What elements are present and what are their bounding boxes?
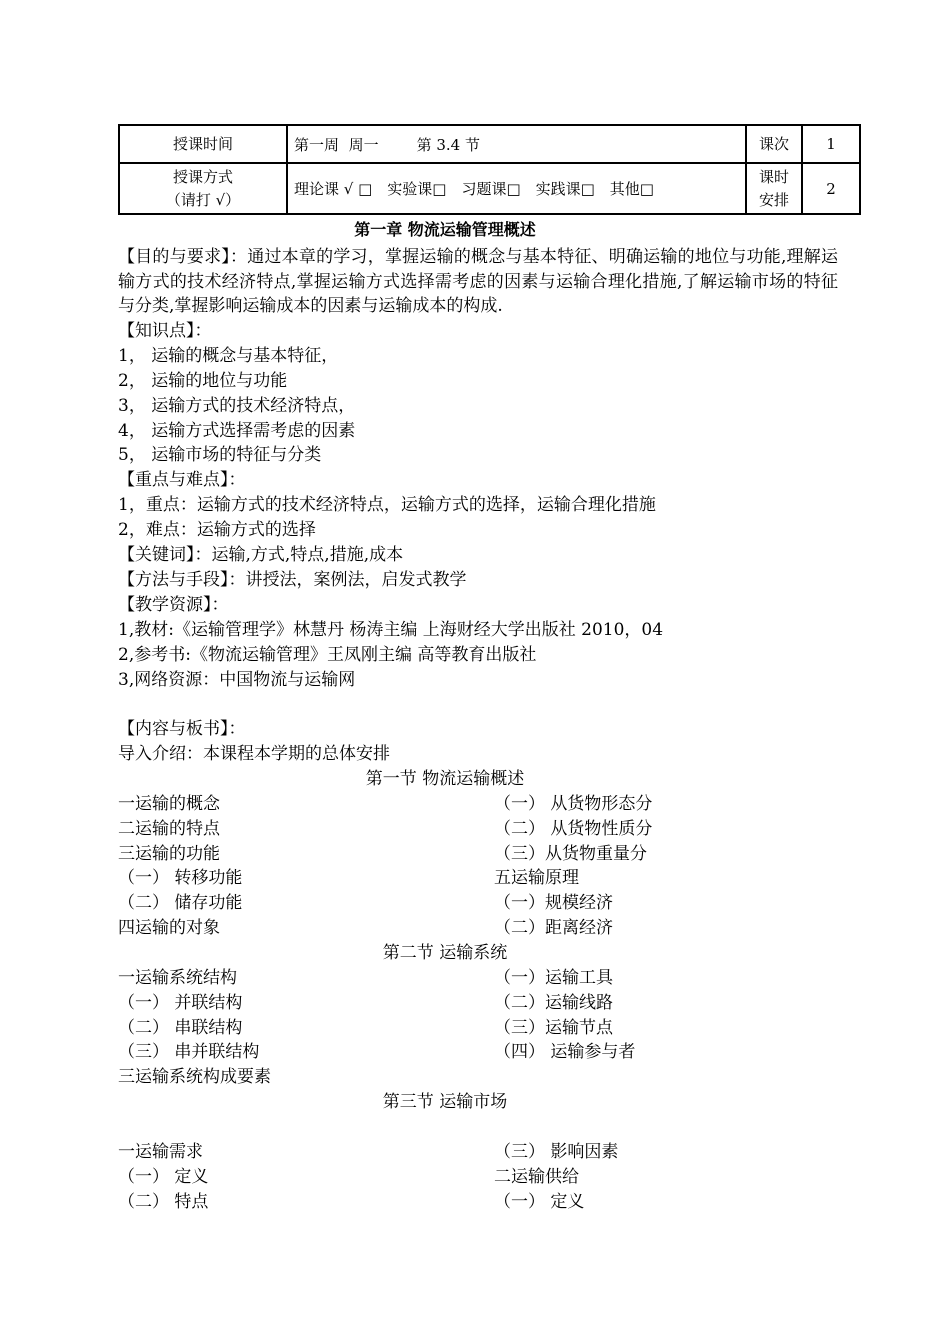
key-point-item: 2，难点：运输方式的选择 <box>118 520 316 540</box>
outline-item: （二）距离经济 <box>494 918 613 938</box>
time-period: 第 3.4 节 <box>416 135 480 154</box>
method-label-line1: 授课方式 <box>172 167 233 186</box>
method-label <box>119 163 287 214</box>
methods-line: 【方法与手段】：讲授法，案例法，启发式教学 <box>118 570 467 590</box>
hours-value: 2 <box>802 163 860 214</box>
resource-item: 2,参考书:《物流运输管理》王凤刚主编 高等教育出版社 <box>118 645 537 665</box>
outline-item: （二） 串联结构 <box>118 1018 243 1038</box>
section2-title: 第二节 运输系统 <box>382 943 508 963</box>
method-options: 理论课 √ □ 实验课□ 习题课□ 实践课□ 其他□ <box>287 163 746 214</box>
outline-item: 二运输的特点 <box>118 819 220 839</box>
keywords-line: 【关键词】：运输,方式,特点,措施,成本 <box>118 545 404 565</box>
goals-paragraph: 【目的与要求】：通过本章的学习，掌握运输的概念与基本特征、明确运输的地位与功能,理解运输方式的技术经济特点,掌握运输方式选择需考虑的因素与运输合理化措施,了解运输市场的特征与分类,掌握影响运输成本的因素与运输成本的构成. <box>118 247 838 316</box>
outline-item: 一运输需求 <box>118 1142 203 1162</box>
time-day: 周一 <box>348 135 379 154</box>
outline-item: 一运输的概念 <box>118 794 220 814</box>
chapter-title: 第一章 物流运输管理概述 <box>354 220 536 239</box>
knowledge-item: 1， 运输的概念与基本特征， <box>118 346 339 366</box>
outline-item: （一） 从货物形态分 <box>494 794 653 814</box>
time-label: 授课时间 <box>119 125 287 163</box>
session-value: 1 <box>802 125 860 163</box>
knowledge-item: 5， 运输市场的特征与分类 <box>118 445 322 465</box>
outline-item: （一） 转移功能 <box>118 868 243 888</box>
outline-item: 三运输的功能 <box>118 844 220 864</box>
hours-label-line2: 安排 <box>758 190 789 209</box>
info-row-method <box>119 163 860 214</box>
outline-item: 五运输原理 <box>494 868 579 888</box>
knowledge-heading: 【知识点】： <box>118 321 212 341</box>
outline-item: 一运输系统结构 <box>118 968 237 988</box>
session-label: 课次 <box>746 125 802 163</box>
section3-title: 第三节 运输市场 <box>382 1092 508 1112</box>
outline-item: 二运输供给 <box>494 1167 579 1187</box>
knowledge-item: 3， 运输方式的技术经济特点， <box>118 396 356 416</box>
outline-item: （二） 特点 <box>118 1192 209 1212</box>
outline-item: （二）运输线路 <box>494 993 613 1013</box>
key-point-item: 1，重点：运输方式的技术经济特点，运输方式的选择，运输合理化措施 <box>118 495 656 515</box>
time-value <box>287 125 746 163</box>
knowledge-item: 4， 运输方式选择需考虑的因素 <box>118 421 356 441</box>
method-label-line2: （请打 √） <box>165 190 241 209</box>
hours-label <box>746 163 802 214</box>
course-info-table <box>118 124 861 215</box>
resource-item: 1,教材:《运输管理学》林慧丹 杨涛主编 上海财经大学出版社 2010，04 <box>118 620 664 640</box>
outline-item: （二） 储存功能 <box>118 893 243 913</box>
outline-item: （一）规模经济 <box>494 893 613 913</box>
key-points-heading: 【重点与难点】： <box>118 470 246 490</box>
resources-heading: 【教学资源】： <box>118 595 229 615</box>
content-heading: 【内容与板书】： <box>118 719 246 739</box>
outline-item: （一） 定义 <box>118 1167 209 1187</box>
time-week: 第一周 <box>294 135 340 154</box>
outline-item: （一） 并联结构 <box>118 993 243 1013</box>
outline-item: （三） 影响因素 <box>494 1142 619 1162</box>
info-row-time <box>119 125 860 163</box>
outline-item: 四运输的对象 <box>118 918 220 938</box>
outline-item: （三）运输节点 <box>494 1018 613 1038</box>
intro-line: 导入介绍：本课程本学期的总体安排 <box>118 744 390 764</box>
outline-item: （三）从货物重量分 <box>494 844 647 864</box>
resource-item: 3,网络资源：中国物流与运输网 <box>118 670 356 690</box>
outline-item: （二） 从货物性质分 <box>494 819 653 839</box>
outline-item: 三运输系统构成要素 <box>118 1067 271 1087</box>
knowledge-item: 2， 运输的地位与功能 <box>118 371 288 391</box>
outline-item: （一） 定义 <box>494 1192 585 1212</box>
hours-label-line1: 课时 <box>758 167 789 186</box>
outline-item: （四） 运输参与者 <box>494 1042 636 1062</box>
outline-item: （一）运输工具 <box>494 968 613 988</box>
section1-title: 第一节 物流运输概述 <box>365 769 525 789</box>
outline-item: （三） 串并联结构 <box>118 1042 260 1062</box>
